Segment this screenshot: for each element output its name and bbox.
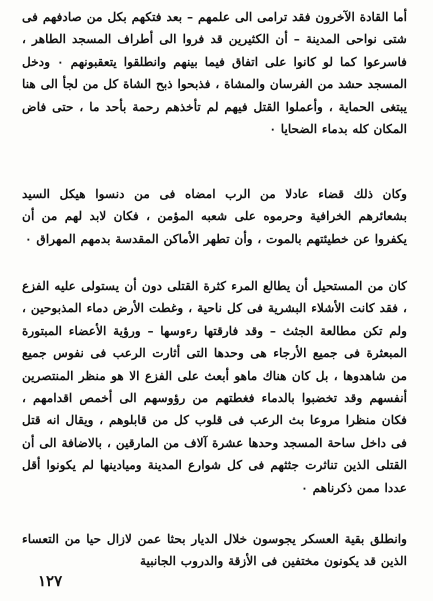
- page-number: ١٢٧: [38, 572, 63, 590]
- paragraph-4: وانطلق بقية العسكر يجوسون خلال الديار بحثا عمن لازال حيا من التعساء الذين قد يكونون مختفين فى الأزقة والدروب الجانبية: [22, 532, 407, 569]
- paragraph-1: أما القادة الآخرون فقد ترامى الى علمهم – بعد فتكهم بكل من صادفهم فى شتى نواحى المدينة – أن الكثيرين قد فروا الى أطراف المسجد الطاهر ، فاسرعوا كما لو كانوا على اتفاق فيما بينهم وانطلقوا يتعقبونهم ٠ ودخل المسجد حشد من الفرسان والمشاة ، فذبحوا ذبح الشاة كل من لجأ الى هنا يبتغى الحماية ، وأعملوا القتل فيهم لم تأخذهم رحمة بأحد ما ، حتى فاض المكان كله بدماء الضحايا ٠: [22, 10, 407, 137]
- paragraph-3: كان من المستحيل أن يطالع المرء كثرة القتلى دون أن يستولى عليه الفزع ، فقد كانت الأشلاء البشرية فى كل ناحية ، وغطت الأرض دماء المذبوحين ، ولم تكن مطالعة الجثث – وقد فارقتها رءوسها – ورؤية الأعضاء المبتورة المبعثرة فى جميع الأرجاء هى وحدها التى أثارت الرعب فى نفوس جميع من شاهدوها ، بل كان هناك ماهو أبعث على الفزع الا هو منظر المنتصرين أنفسهم وقد تخضبوا بالدماء فغطتهم من رؤوسهم الى أخمص اقدامهم ، فكان منظرا مروعا بث الرعب فى قلوب كل من قابلوهم ، ويقال انه قتل فى داخل ساحة المسجد وحدها عشرة آلاف من المارقين ، بالاضافة الى أن القتلى الذين تناثرت جثثهم فى كل شوارع المدينة وميادينها لم يكونوا أقل عددا ممن ذكرناهم ٠: [22, 279, 407, 495]
- paragraph-2: وكان ذلك قضاء عادلا من الرب امضاه فى من دنسوا هيكل السيد بشعائرهم الخرافية وحرموه على شعبه المؤمن ، فكان لابد لهم من أن يكفروا عن خطيئتهم بالموت ، وأن تطهر الأماكن المقدسة بدمهم المهراق ٠: [22, 187, 407, 246]
